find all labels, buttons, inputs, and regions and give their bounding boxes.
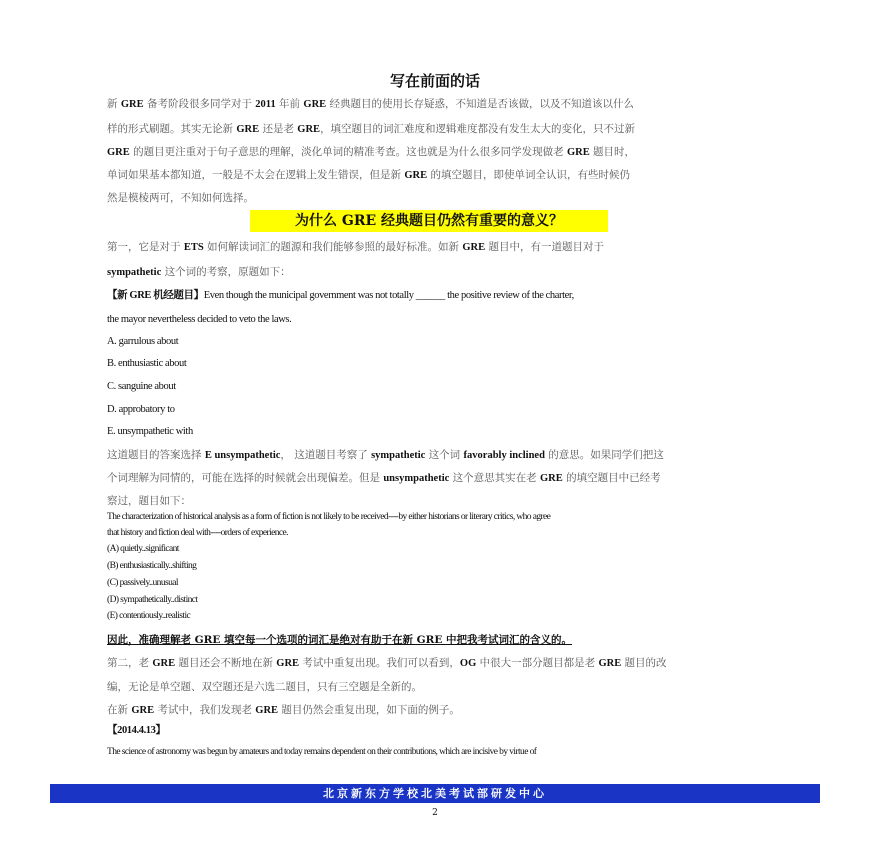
text-segment: ， 这道题目考察了 bbox=[280, 449, 372, 461]
text-segment: 因此，准确理解老 GRE 填空每一个选项的词汇是绝对有助于在新 GRE 中把我考试词汇的含义的。 bbox=[107, 634, 573, 646]
text-segment: 题目仍然会重复出现，如下面的例子。 bbox=[278, 704, 460, 716]
text-segment: 第二，老 bbox=[107, 657, 153, 669]
text-segment: 这道题目的答案选择 bbox=[107, 449, 205, 461]
bold-text: 2011 bbox=[255, 99, 276, 110]
bold-text: 【2014.4.13】 bbox=[107, 725, 166, 736]
text-line bbox=[107, 494, 191, 508]
text-line bbox=[107, 313, 291, 327]
text-segment: 考试中，我们发现老 bbox=[154, 704, 256, 716]
text-line bbox=[107, 191, 254, 205]
text-segment: (D) sympathetically..distinct bbox=[107, 595, 198, 605]
bold-text: GRE bbox=[152, 658, 176, 669]
bold-text: GRE bbox=[539, 473, 563, 484]
text-line bbox=[107, 576, 178, 590]
text-segment: (C) passively..unusual bbox=[107, 578, 178, 588]
bold-text: GRE bbox=[297, 124, 321, 135]
text-line bbox=[107, 448, 664, 463]
text-line bbox=[107, 633, 572, 647]
text-segment: C. sanguine about bbox=[107, 381, 176, 392]
text-segment: 中很大一部分题目都是老 bbox=[476, 657, 599, 669]
text-line bbox=[107, 542, 179, 556]
text-line bbox=[107, 240, 604, 255]
highlighted-heading: 为什么 GRE 经典题目仍然有重要的意义？ bbox=[250, 210, 608, 232]
text-line bbox=[107, 656, 667, 671]
bold-text: GRE bbox=[566, 147, 590, 158]
text-line bbox=[107, 168, 630, 183]
text-line bbox=[107, 593, 197, 607]
bold-text: OG bbox=[459, 658, 477, 669]
text-segment: 这个词的考察，原题如下： bbox=[161, 266, 291, 278]
bold-text: sympathetic bbox=[107, 267, 162, 278]
text-segment: 备考阶段很多同学对于 bbox=[143, 98, 256, 110]
text-segment: 题目时， bbox=[589, 146, 636, 158]
bold-text: GRE bbox=[462, 242, 486, 253]
text-line bbox=[107, 703, 460, 718]
footer-bar: 北京新东方学校北美考试部研发中心 bbox=[50, 784, 820, 803]
text-line bbox=[107, 265, 291, 280]
text-segment: 如何解读词汇的题源和我们能够参照的最好标准。如新 bbox=[203, 241, 463, 253]
text-segment: 第一，它是对于 bbox=[107, 241, 184, 253]
text-line bbox=[107, 357, 186, 371]
bold-text: favorably inclined bbox=[463, 450, 545, 461]
text-line bbox=[107, 380, 176, 394]
text-line bbox=[107, 145, 635, 160]
text-line bbox=[107, 97, 634, 112]
text-segment: 题目还会不断地在新 bbox=[175, 657, 277, 669]
bold-text: E unsympathetic bbox=[204, 450, 281, 461]
text-segment: 然是模棱两可，不知如何选择。 bbox=[107, 192, 254, 204]
text-segment: The characterization of historical analysis as a form of fiction is not likely to be received----by either historians or literary critics, who agree bbox=[107, 512, 551, 522]
bold-text: GRE bbox=[236, 124, 260, 135]
text-segment: The science of astronomy was begun by amateurs and today remains dependent on their contributions, which are incisive by virtue of bbox=[107, 747, 537, 757]
text-line bbox=[107, 471, 661, 486]
page-number: 2 bbox=[432, 808, 438, 818]
text-segment: 新 bbox=[107, 98, 121, 110]
text-segment: 单词如果基本都知道，一般是不太会在逻辑上发生错误，但是新 bbox=[107, 169, 405, 181]
text-segment: 题目中，有一道题目对于 bbox=[485, 241, 604, 253]
text-segment: 还是老 bbox=[259, 123, 298, 135]
text-segment: D. approbatory to bbox=[107, 404, 175, 415]
text-segment: 在新 bbox=[107, 704, 132, 716]
text-segment: (A) quietly..significant bbox=[107, 544, 179, 554]
text-segment: A. garrulous about bbox=[107, 336, 179, 347]
text-line bbox=[107, 425, 193, 439]
bold-text: GRE bbox=[131, 705, 155, 716]
bold-text: GRE bbox=[598, 658, 622, 669]
text-segment: 题目的改 bbox=[621, 657, 667, 669]
text-segment: E. unsympathetic with bbox=[107, 426, 193, 437]
text-segment: 经典题目的使用长存疑惑，不知道是否该做，以及不知道该以什么 bbox=[326, 98, 635, 110]
text-segment: the mayor nevertheless decided to veto the laws. bbox=[107, 314, 292, 325]
bold-text: GRE bbox=[107, 147, 130, 158]
bold-text: sympathetic bbox=[371, 450, 426, 461]
bold-text: GRE bbox=[120, 99, 144, 110]
bold-text: GRE bbox=[255, 705, 279, 716]
text-line bbox=[107, 122, 635, 137]
text-line bbox=[107, 680, 422, 694]
bold-text: unsympathetic bbox=[383, 473, 450, 484]
bold-text: GRE bbox=[404, 170, 428, 181]
text-line bbox=[107, 289, 574, 303]
bold-text: ETS bbox=[183, 242, 204, 253]
text-segment: 的填空题目，即使单词全认识，有些时候仍 bbox=[427, 169, 630, 181]
text-segment: 察过，题目如下： bbox=[107, 495, 191, 507]
bold-text: 【新 GRE 机经题目】 bbox=[107, 290, 204, 301]
text-segment: 这个词 bbox=[425, 449, 464, 461]
text-line bbox=[107, 559, 196, 573]
text-line bbox=[107, 510, 550, 524]
text-segment: B. enthusiastic about bbox=[107, 358, 187, 369]
page-title: 写在前面的话 bbox=[389, 72, 480, 90]
text-segment: 的意思。如果同学们把这 bbox=[544, 449, 664, 461]
text-segment: 编，无论是单空题、双空题还是六选二题目，只有三空题是全新的。 bbox=[107, 681, 422, 693]
text-line bbox=[107, 403, 175, 417]
text-line bbox=[107, 335, 178, 349]
text-line bbox=[107, 526, 288, 540]
bold-text: GRE bbox=[303, 99, 327, 110]
text-segment: 的填空题目中已经考 bbox=[562, 472, 661, 484]
bold-text: GRE bbox=[276, 658, 300, 669]
text-segment: that history and fiction deal with----orders of experience. bbox=[107, 528, 288, 538]
text-segment: Even though the municipal government was not totally ______ the positive review of the charter, bbox=[203, 290, 574, 301]
text-segment: 样的形式刷题。其实无论新 bbox=[107, 123, 237, 135]
text-line bbox=[107, 745, 536, 759]
text-segment: 考试中重复出现。我们可以看到， bbox=[299, 657, 460, 669]
text-segment: 个词理解为同情的，可能在选择的时候就会出现偏差。但是 bbox=[107, 472, 384, 484]
text-line bbox=[107, 609, 190, 623]
text-segment: (E) contentiously..realistic bbox=[107, 611, 191, 621]
text-segment: (B) enthusiastically..shifting bbox=[107, 561, 197, 571]
text-segment: 年前 bbox=[275, 98, 304, 110]
text-line bbox=[107, 724, 166, 738]
text-segment: ，填空题目的词汇难度和逻辑难度都没有发生太大的变化，只不过新 bbox=[320, 123, 636, 135]
text-segment: 这个意思其实在老 bbox=[449, 472, 540, 484]
text-segment: 的题目更注重对于句子意思的理解，淡化单词的精准考查。这也就是为什么很多同学发现做老 bbox=[129, 146, 567, 158]
